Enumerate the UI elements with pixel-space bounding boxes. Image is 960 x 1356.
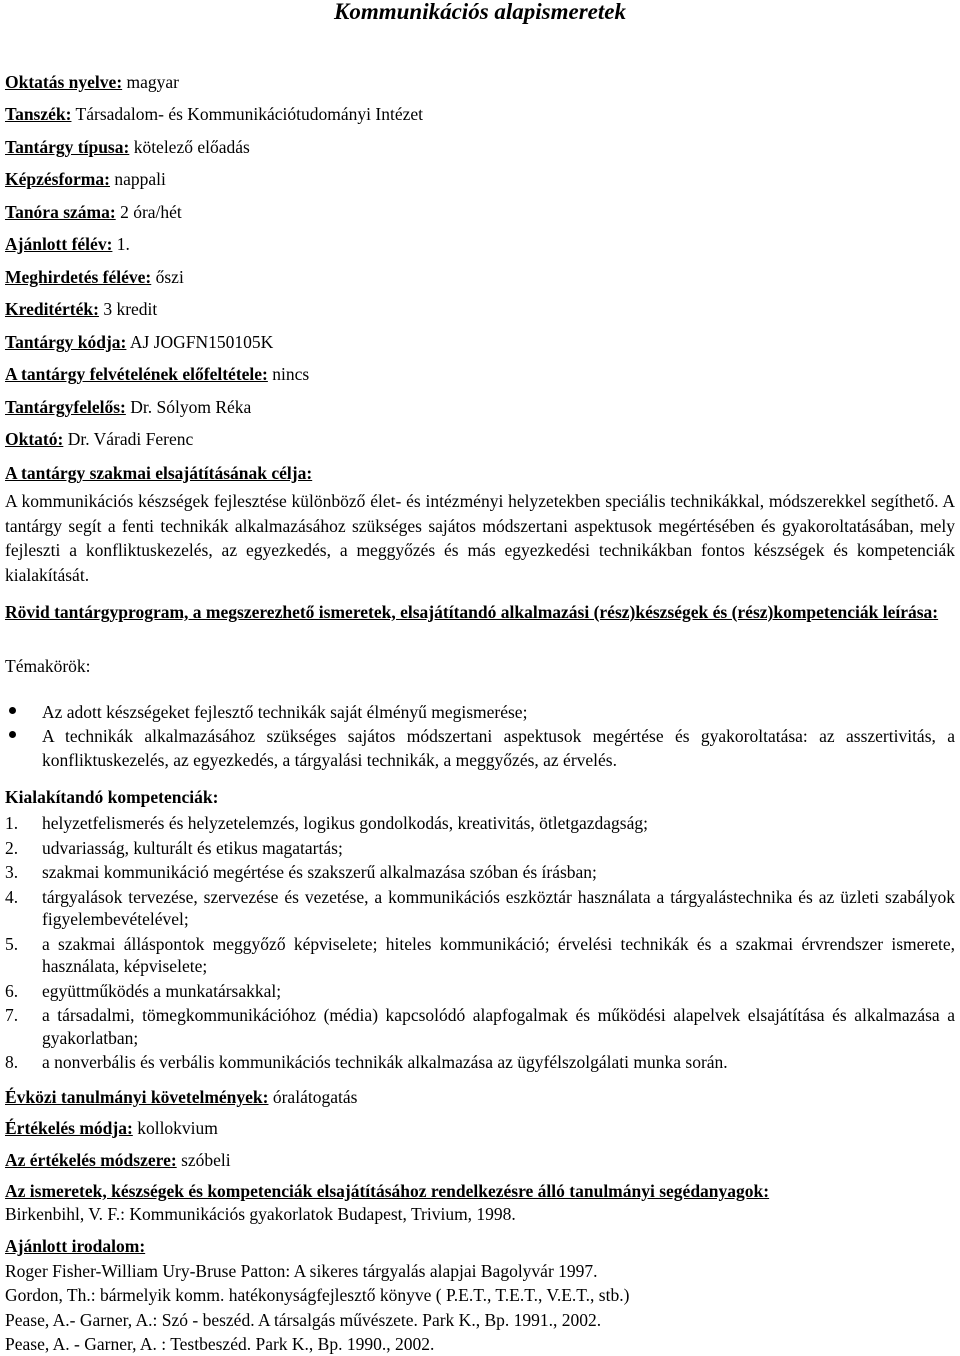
list-item: 7. a társadalmi, tömegkommunikációhoz (média) kapcsolódó alapfogalmak és működési alapelvek elsajátítása és alkalmazása a gyakorlatban; bbox=[5, 1005, 955, 1048]
materials-heading: Az ismeretek, készségek és kompetenciák elsajátításához rendelkezésre álló tanulmányi segédanyagok: bbox=[5, 1181, 770, 1201]
info-label: A tantárgy felvételének előfeltétele: bbox=[5, 364, 268, 384]
info-label: Tanszék: bbox=[5, 104, 72, 124]
info-row-responsible bbox=[5, 397, 955, 419]
list-item: 8. a nonverbális és verbális kommunikációs technikák alkalmazása az ügyfélszolgálati munka során. bbox=[5, 1052, 728, 1072]
info-row-credits bbox=[5, 299, 955, 321]
info-value: Dr. Váradi Ferenc bbox=[67, 429, 194, 449]
goal-heading: A tantárgy szakmai elsajátításának célja: bbox=[5, 463, 313, 483]
info-value: magyar bbox=[126, 72, 180, 92]
info-label: Képzésforma: bbox=[5, 169, 110, 189]
list-item: 2. udvariasság, kulturált és etikus magatartás; bbox=[5, 837, 343, 858]
program-heading: Rövid tantárgyprogram, a megszerezhető ismeretek, elsajátítandó alkalmazási (rész)készségek és (rész)kompetenciák leírása: bbox=[5, 602, 939, 622]
list-item: 1. helyzetfelismerés és helyzetelemzés, logikus gondolkodás, kreativitás, ötletgazdagság; bbox=[5, 813, 648, 833]
document-title: Kommunikációs alapismeretek bbox=[334, 0, 626, 24]
literature-heading: Ajánlott irodalom: bbox=[5, 1236, 146, 1256]
info-row-semester bbox=[5, 234, 955, 256]
list-item: Az adott készségeket fejlesztő technikák saját élményű megismerése; bbox=[5, 700, 955, 724]
bullet-icon bbox=[9, 731, 16, 738]
list-item: Gordon, Th.: bármelyik komm. hatékonyságfejlesztő könyve ( P.E.T., T.E.T., V.E.T., stb.) bbox=[5, 1285, 630, 1306]
info-label: Meghirdetés féléve: bbox=[5, 267, 152, 287]
info-row-teacher bbox=[5, 429, 955, 451]
info-value: nincs bbox=[272, 364, 310, 384]
info-label: Oktató: bbox=[5, 429, 64, 449]
list-item: 3. szakmai kommunikáció megértése és szakszerű alkalmazása szóban és írásban; bbox=[5, 862, 597, 882]
info-value: 3 kredit bbox=[103, 299, 158, 319]
materials-item: Birkenbihl, V. F.: Kommunikációs gyakorlatok Budapest, Trivium, 1998. bbox=[5, 1204, 516, 1224]
requirement-midterm: Évközi tanulmányi követelmények: óralátogatás bbox=[5, 1087, 358, 1107]
list-item: Pease, A. - Garner, A. : Testbeszéd. Park K., Bp. 1990., 2002. bbox=[5, 1333, 435, 1354]
bullet-icon bbox=[9, 707, 16, 714]
info-value: kötelező előadás bbox=[133, 137, 250, 157]
requirement-evaluation-method: Az értékelés módszere: szóbeli bbox=[5, 1150, 231, 1170]
info-row-course-code bbox=[5, 332, 955, 354]
info-row-prerequisite bbox=[5, 364, 955, 386]
info-row-course-type bbox=[5, 137, 955, 159]
info-label: Tantárgy kódja: bbox=[5, 332, 127, 352]
info-label: Tanóra száma: bbox=[5, 202, 116, 222]
info-label: Tantárgy típusa: bbox=[5, 137, 130, 157]
info-row-hours bbox=[5, 202, 955, 224]
info-row-department bbox=[5, 104, 955, 126]
list-item: Roger Fisher-William Ury-Bruse Patton: A sikeres tárgyalás alapjai Bagolyvár 1997. bbox=[5, 1261, 598, 1281]
info-value: őszi bbox=[155, 267, 184, 287]
list-item: 5. a szakmai álláspontok meggyőző képviselete; hiteles kommunikáció; érvelési technikák és a szakmai érvrendszer ismerete, használata, képviselete; bbox=[5, 933, 955, 976]
info-row-announcement bbox=[5, 267, 955, 289]
info-value: nappali bbox=[114, 169, 166, 189]
competencies-list bbox=[5, 812, 955, 1076]
topics-list bbox=[5, 700, 955, 772]
info-value: 1. bbox=[116, 234, 130, 254]
info-label: Ajánlott félév: bbox=[5, 234, 113, 254]
info-label: Oktatás nyelve: bbox=[5, 72, 123, 92]
info-row-training-form bbox=[5, 169, 955, 191]
list-item: A technikák alkalmazásához szükséges sajátos módszertani aspektusok megértése és gyakoroltatása: az asszertivitás, a konfliktuskezelés, az egyezkedés, a tárgyalási technikák, a meggyőzés, az érvelés. bbox=[5, 724, 955, 772]
info-label: Kreditérték: bbox=[5, 299, 99, 319]
literature-list bbox=[5, 1259, 955, 1356]
info-value: Társadalom- és Kommunikációtudományi Intézet bbox=[75, 104, 423, 124]
info-label: Tantárgyfelelős: bbox=[5, 397, 126, 417]
goal-text: A kommunikációs készségek fejlesztése különböző élet- és intézményi helyzetekben speciális technikákkal, módszerekkel segíthető. A tantárgy segít a fenti technikák alkalmazásához szükséges sajátos módszertani aspektusok megértésében és gyakoroltatásában, mely fejleszti a konfliktuskezelés, az egyezkedés, a meggyőzés és más egyezkedési technikákban fontos készségek és kompetenciák kialakítását. bbox=[5, 491, 955, 585]
list-item: 4. tárgyalások tervezése, szervezése és vezetése, a kommunikációs eszköztár használata a tárgyalástechnika és az üzleti szabályok figyelembevételével; bbox=[5, 886, 955, 929]
info-value: AJ JOGFN150105K bbox=[129, 332, 274, 352]
info-row-language bbox=[5, 72, 955, 94]
competencies-heading: Kialakítandó kompetenciák: bbox=[5, 787, 219, 807]
info-value: 2 óra/hét bbox=[120, 202, 182, 222]
requirement-evaluation-mode: Értékelés módja: kollokvium bbox=[5, 1118, 218, 1138]
list-item: Pease, A.- Garner, A.: Szó - beszéd. A társalgás művészete. Park K., Bp. 1991., 2002. bbox=[5, 1309, 602, 1330]
list-item: 6. együttműködés a munkatársakkal; bbox=[5, 980, 282, 1001]
info-value: Dr. Sólyom Réka bbox=[130, 397, 252, 417]
topics-label: Témakörök: bbox=[5, 656, 91, 676]
